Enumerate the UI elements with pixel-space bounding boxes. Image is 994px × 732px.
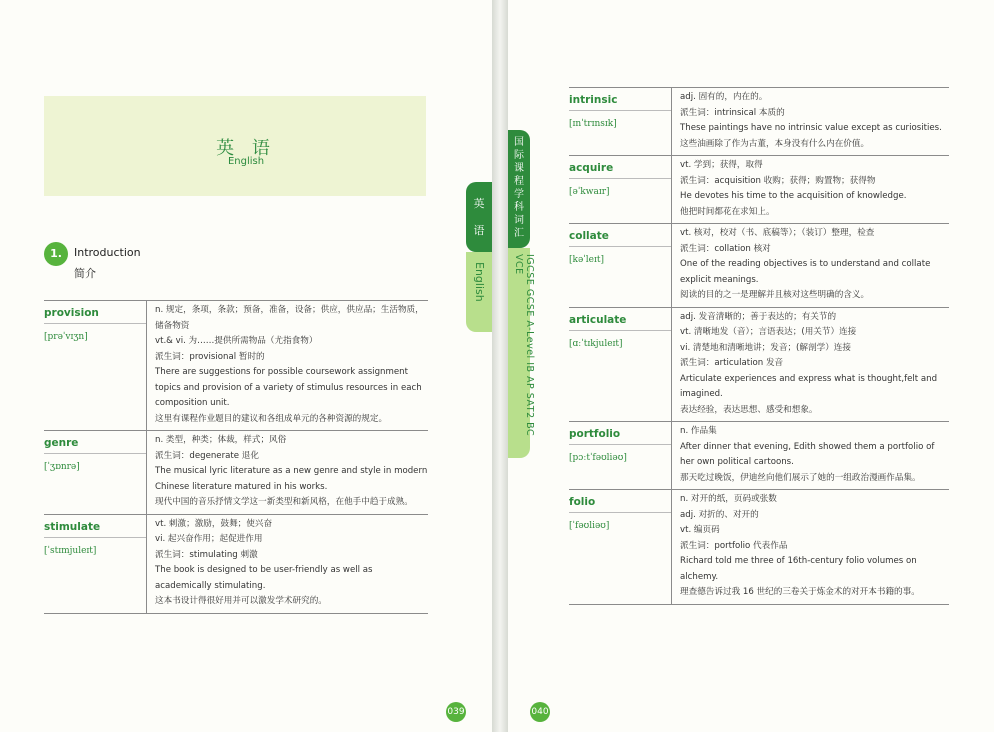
- side-tab-english-light: [466, 252, 492, 332]
- definition-line: adj. 固有的，内在的。: [680, 92, 768, 102]
- divider: [44, 453, 146, 454]
- definition-line: n. 对开的纸，页码或张数: [680, 494, 777, 504]
- definition-line: vt.& vi. 为……提供所需物品（尤指食物）: [155, 336, 318, 346]
- example-cn: 那天吃过晚饭，伊迪丝向他们展示了她的一组政治漫画作品集。: [680, 472, 921, 483]
- definition: [146, 301, 428, 430]
- example-en: The book is designed to be user-friendly as well as academically stimulating.: [155, 565, 373, 591]
- example-cn: 他把时间都花在求知上。: [680, 206, 775, 217]
- phonetic: [prəˈvɪʒn]: [44, 332, 88, 342]
- divider: [44, 537, 146, 538]
- example-cn: 这些油画除了作为古董，本身没有什么内在价值。: [680, 138, 870, 149]
- definition: [146, 431, 428, 514]
- example-en: These paintings have no intrinsic value except as curiosities.: [680, 123, 942, 133]
- divider: [569, 178, 671, 179]
- example-en: There are suggestions for possible coursework assignment topics and provision of a variety of stimulus resources in each composition unit.: [155, 367, 422, 408]
- vocab-word: provision: [44, 307, 99, 319]
- vocab-entry: [569, 223, 949, 307]
- definition-line: vi. 起兴奋作用；起促进作用: [155, 534, 263, 544]
- phonetic: [ˈʒɒnrə]: [44, 462, 80, 472]
- definition-line: adj. 对折的、对开的: [680, 509, 759, 520]
- definition-line: n. 类型，种类；体裁，样式；风俗: [155, 435, 287, 445]
- example-en: The musical lyric literature as a new genre and style in modern Chinese literature matured in his works.: [155, 466, 428, 492]
- vocab-entry: [569, 87, 949, 155]
- chapter-title-en: English: [227, 156, 265, 167]
- example-en: He devotes his time to the acquisition of knowledge.: [680, 191, 907, 201]
- section-number-badge: 1.: [44, 242, 68, 266]
- side-tab-char: 汇: [514, 228, 524, 239]
- side-tab-char: 英: [473, 197, 485, 210]
- example-cn: 阅读的目的之一是理解并且核对这些明确的含义。: [680, 290, 870, 300]
- vocab-entry: [569, 489, 949, 605]
- side-tab-char: 科: [514, 202, 524, 213]
- definition: [671, 422, 949, 489]
- derivative-line: 派生词：degenerate 退化: [155, 450, 259, 461]
- word-column: [569, 88, 671, 155]
- word-column: [569, 224, 671, 307]
- vocab-word: folio: [569, 496, 596, 508]
- side-tab-char: 程: [514, 176, 524, 187]
- side-tab-char: 际: [514, 150, 524, 161]
- phonetic: [əˈkwaɪr]: [569, 187, 610, 197]
- definition-line: vi. 清楚地和清晰地讲；发音；(解剖学）连接: [680, 342, 851, 353]
- word-column: [569, 156, 671, 223]
- example-cn: 这里有课程作业题目的建议和各组成单元的各种资源的规定。: [155, 413, 388, 424]
- side-tab-exams: [508, 248, 535, 458]
- divider: [569, 444, 671, 445]
- divider: [569, 512, 671, 513]
- side-tab-char: 学: [514, 189, 524, 200]
- vocab-entry: [569, 155, 949, 223]
- example-en: After dinner that evening, Edith showed them a portfolio of her own political cartoons.: [680, 441, 935, 467]
- word-column: [569, 422, 671, 489]
- phonetic: [kəˈleɪt]: [569, 255, 604, 265]
- example-cn: 理查德告诉过我 16 世纪的三卷关于炼金术的对开本书籍的事。: [680, 587, 920, 597]
- vocab-entry: [44, 514, 428, 614]
- definition-line: n. 规定，条项，条款；预备，准备，设备；供应，供应品；生活物质，储备物资: [155, 305, 424, 331]
- definition: [671, 490, 949, 604]
- definition: [671, 88, 949, 155]
- side-tab-char: 课: [514, 163, 524, 174]
- vocab-word: portfolio: [569, 428, 621, 440]
- word-column: [569, 490, 671, 604]
- definition: [146, 515, 428, 613]
- vocab-entry: [569, 307, 949, 422]
- vocab-list: [569, 87, 949, 605]
- example-cn: 表达经验，表达思想、感受和想象。: [680, 404, 818, 415]
- section-title-cn: 简介: [74, 267, 96, 280]
- definition: [671, 156, 949, 223]
- book-gutter: [492, 0, 508, 732]
- divider: [569, 110, 671, 111]
- section-title-en: Introduction: [74, 246, 141, 259]
- definition-line: vt. 学到；获得，取得: [680, 160, 763, 170]
- definition-line: adj. 发音清晰的；善于表达的；有关节的: [680, 311, 837, 322]
- side-tab-char: 国: [514, 137, 524, 148]
- derivative-line: 派生词：acquisition 收购；获得；购置物；获得物: [680, 175, 876, 186]
- word-column: [569, 308, 671, 422]
- example-en: Richard told me three of 16th-century folio volumes on alchemy.: [680, 556, 917, 582]
- vocab-word: collate: [569, 230, 609, 242]
- derivative-line: 派生词：intrinsical 本质的: [680, 107, 785, 118]
- phonetic: [ɪnˈtrɪnsɪk]: [569, 119, 617, 129]
- definition: [671, 224, 949, 307]
- right-page: [508, 0, 994, 732]
- phonetic: [pɔːtˈfəʊliəʊ]: [569, 453, 627, 463]
- definition-line: vt. 刺激；激励，鼓舞；使兴奋: [155, 518, 273, 529]
- definition-line: n. 作品集: [680, 426, 717, 436]
- vocab-entry: [44, 300, 428, 430]
- vocab-word: genre: [44, 437, 79, 449]
- side-tab-exam-list: IGCSE GCSE A-Level IB AP SAT2 BC VCE: [513, 254, 535, 437]
- vocab-word: stimulate: [44, 520, 101, 533]
- vocab-entry: [569, 421, 949, 489]
- vocab-list: [44, 300, 428, 614]
- chapter-title-cn: 英 语: [216, 138, 276, 159]
- word-column: [44, 431, 146, 514]
- derivative-line: 派生词：portfolio 代表作品: [680, 540, 788, 551]
- phonetic: [ɑːˈtɪkjuleɪt]: [569, 338, 623, 349]
- divider: [44, 323, 146, 324]
- definition-line: vt. 核对，校对（书、底稿等）；（装订）整理，检查: [680, 228, 875, 238]
- example-cn: 现代中国的音乐抒情文学这一新类型和新风格，在他手中趋于成熟。: [155, 497, 413, 507]
- derivative-line: 派生词：collation 核对: [680, 243, 771, 254]
- vocab-word: acquire: [569, 162, 614, 174]
- derivative-line: 派生词：articulation 发音: [680, 358, 784, 368]
- definition-line: vt. 清晰地发（音）；言语表达；(用关节）连接: [680, 327, 857, 337]
- vocab-word: articulate: [569, 313, 627, 326]
- word-column: [44, 301, 146, 430]
- divider: [569, 246, 671, 247]
- example-cn: 这本书设计得很好用并可以激发学术研究的。: [155, 596, 327, 606]
- side-tab-intl-curriculum[interactable]: [508, 130, 530, 248]
- derivative-line: 派生词：stimulating 刺激: [155, 549, 258, 560]
- derivative-line: 派生词：provisional 暂时的: [155, 351, 265, 362]
- word-column: [44, 515, 146, 613]
- phonetic: [ˈstɪmjuleɪt]: [44, 545, 97, 556]
- example-en: Articulate experiences and express what is thought,felt and imagined.: [680, 373, 938, 399]
- example-en: One of the reading objectives is to understand and collate explicit meanings.: [680, 259, 931, 285]
- page-number: 039: [446, 702, 466, 722]
- side-tab-char: 语: [473, 224, 485, 237]
- phonetic: [ˈfəʊliəʊ]: [569, 521, 610, 531]
- definition-line: vt. 编页码: [680, 525, 720, 535]
- side-tab-char: 词: [514, 215, 524, 226]
- divider: [569, 330, 671, 331]
- left-page: [0, 0, 492, 732]
- side-tab-english[interactable]: [466, 182, 492, 252]
- definition: [671, 308, 949, 422]
- side-tab-en-label: English: [473, 262, 486, 302]
- vocab-entry: [44, 430, 428, 514]
- vocab-word: intrinsic: [569, 94, 618, 106]
- page-number: 040: [530, 702, 550, 722]
